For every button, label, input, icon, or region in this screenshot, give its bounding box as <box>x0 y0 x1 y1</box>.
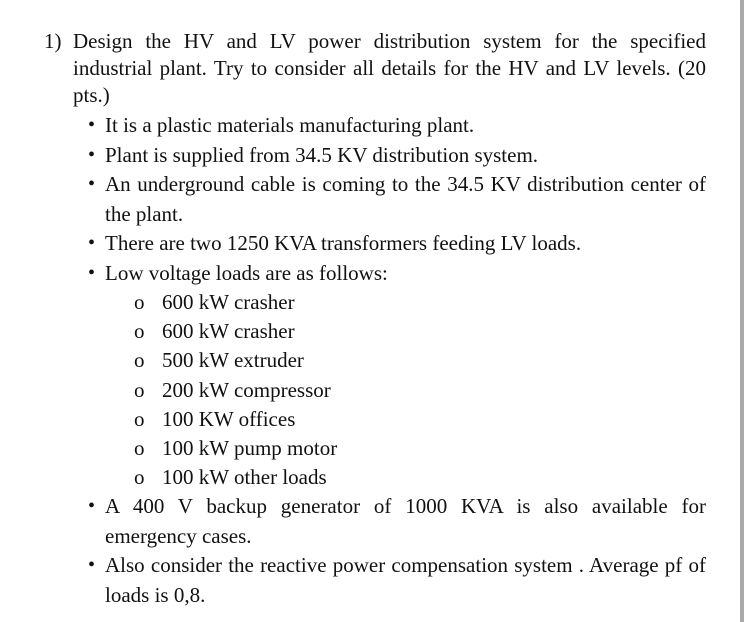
bullet-text: Also consider the reactive power compensation system . Average pf of loads is 0,8. <box>105 553 706 607</box>
question-text: Design the HV and LV power distribution system for the specified industrial plant. Try to consider all details for the HV and LV levels. (20 pts.) <box>73 29 706 107</box>
bullet-text: It is a plastic materials manufacturing plant. <box>105 113 475 137</box>
load-item <box>134 376 706 405</box>
bullet-item <box>88 141 706 171</box>
bullet-marker: • <box>88 143 96 166</box>
bullet-item <box>88 229 706 259</box>
bullet-marker: • <box>88 232 96 254</box>
additional-requirements-list <box>44 492 706 610</box>
sub-bullet-marker: o <box>134 377 145 402</box>
sub-bullet-marker: o <box>134 465 145 490</box>
load-text: 100 kW pump motor <box>162 436 338 461</box>
low-voltage-loads-list <box>44 288 706 492</box>
bullet-item <box>88 259 706 289</box>
bullet-text: Plant is supplied from 34.5 KV distribution system. <box>105 142 539 167</box>
load-text: 600 kW crasher <box>162 319 295 344</box>
question-number: 1) <box>44 29 62 53</box>
bullet-marker: • <box>88 554 96 577</box>
load-item <box>134 346 706 375</box>
sub-bullet-marker: o <box>134 319 145 344</box>
sub-bullet-marker: o <box>134 406 145 431</box>
sub-bullet-marker: o <box>134 436 145 461</box>
question-heading <box>44 28 706 109</box>
question-document <box>44 28 706 610</box>
bullet-marker: • <box>88 261 96 284</box>
bullet-item <box>88 111 706 141</box>
bullet-marker: • <box>88 114 96 136</box>
load-text: 600 kW crasher <box>162 290 295 314</box>
requirements-list <box>44 111 706 288</box>
bullet-text: Low voltage loads are as follows: <box>105 260 388 285</box>
load-text: 100 KW offices <box>162 406 296 431</box>
sub-bullet-marker: o <box>134 348 145 373</box>
load-item <box>134 405 706 434</box>
sub-bullet-marker: o <box>134 290 145 314</box>
bullet-marker: • <box>88 173 96 195</box>
load-item <box>134 317 706 346</box>
bullet-marker: • <box>88 495 96 518</box>
load-item <box>134 463 706 492</box>
bullet-text: There are two 1250 KVA transformers feeding LV loads. <box>105 231 582 255</box>
bullet-text: An underground cable is coming to the 34.5 KV distribution center of the plant. <box>105 172 706 226</box>
bullet-item <box>88 492 706 551</box>
load-text: 500 kW extruder <box>162 348 304 373</box>
bullet-text: A 400 V backup generator of 1000 KVA is also available for emergency cases. <box>105 494 706 548</box>
load-text: 200 kW compressor <box>162 377 331 402</box>
page-right-border <box>740 0 744 622</box>
bullet-item <box>88 170 706 229</box>
load-item <box>134 288 706 317</box>
bullet-item <box>88 551 706 610</box>
load-item <box>134 434 706 463</box>
load-text: 100 kW other loads <box>162 465 327 490</box>
